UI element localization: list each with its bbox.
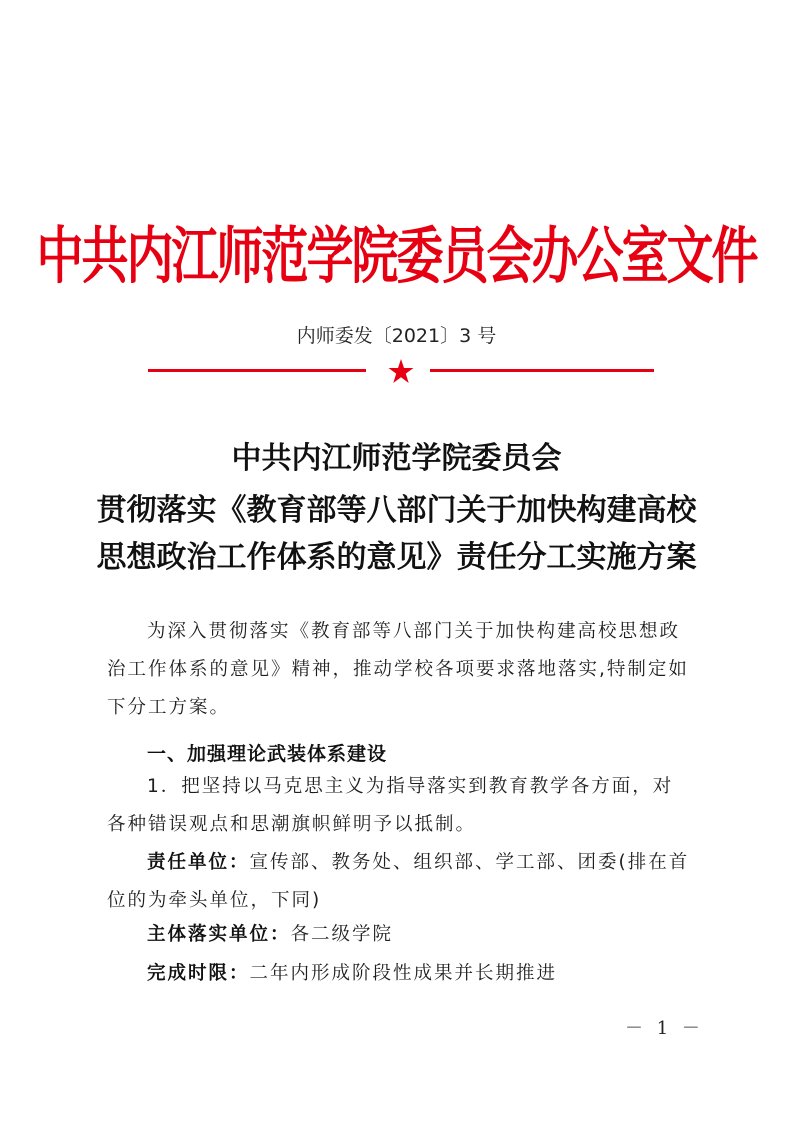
star-icon [388, 358, 414, 384]
implementing-unit-value: 各二级学院 [290, 924, 394, 945]
responsible-unit-value: 宣传部、教务处、组织部、学工部、团委(排在首位的为牵头单位，下同) [107, 852, 690, 911]
intro-paragraph: 为深入贯彻落实《教育部等八部门关于加快构建高校思想政治工作体系的意见》精神，推动学校各项要求落地落实,特制定如下分工方案。 [107, 621, 689, 718]
page-number: － 1 － [625, 1018, 704, 1039]
document-title-line-3: 思想政治工作体系的意见》责任分工实施方案 [96, 540, 697, 575]
red-divider [148, 358, 654, 384]
responsible-unit-paragraph [107, 844, 692, 920]
item-1-paragraph: 1．把坚持以马克思主义为指导落实到教育教学各方面，对各种错误观点和思潮旗帜鲜明予以抵制。 [107, 776, 674, 835]
deadline-paragraph [107, 955, 692, 993]
implementing-unit-paragraph [107, 916, 692, 954]
responsible-unit-label: 责任单位： [147, 852, 250, 873]
divider-line-left [148, 369, 366, 372]
deadline-value: 二年内形成阶段性成果并长期推进 [249, 963, 558, 984]
implementing-unit-label: 主体落实单位： [147, 924, 291, 945]
section-heading: 一、加强理论武装体系建设 [147, 743, 388, 765]
document-number: 内师委发〔2021〕3 号 [296, 325, 497, 347]
divider-line-right [430, 369, 654, 372]
document-masthead: 中共内江师范学院委员会办公室文件 [36, 221, 757, 293]
document-title-line-1: 中共内江师范学院委员会 [231, 441, 562, 476]
deadline-label: 完成时限： [147, 963, 250, 984]
document-title-line-2: 贯彻落实《教育部等八部门关于加快构建高校 [96, 493, 697, 528]
